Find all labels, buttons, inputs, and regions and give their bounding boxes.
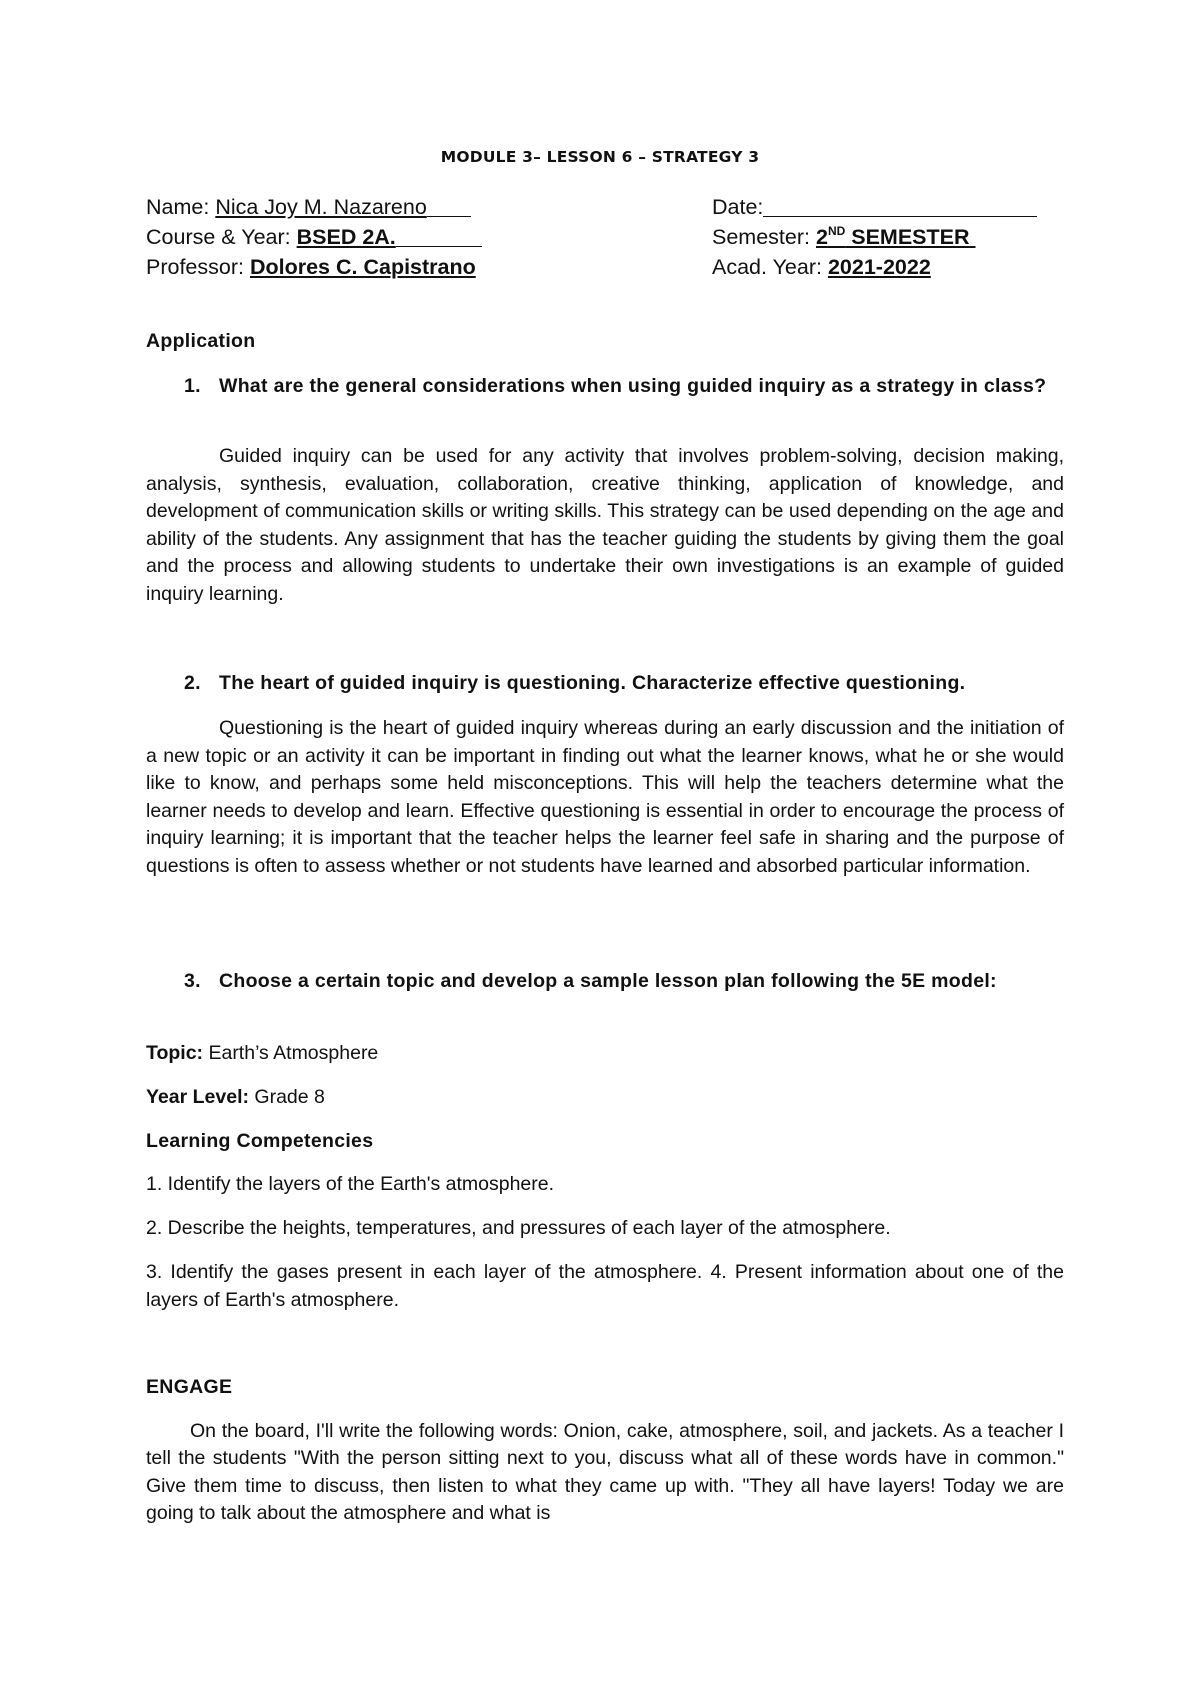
competency-item: 1. Identify the layers of the Earth's atmosphere.	[146, 1173, 555, 1195]
question-3	[146, 969, 1066, 994]
topic-line	[146, 1040, 1064, 1068]
semester-text: SEMESTER	[845, 225, 970, 249]
question-number: 1.	[184, 375, 201, 397]
semester-suffix: ND	[827, 224, 846, 238]
date-line	[712, 192, 1037, 222]
competencies-heading: Learning Competencies	[146, 1130, 374, 1152]
semester-label: Semester:	[712, 225, 810, 249]
engage-heading: ENGAGE	[146, 1376, 233, 1398]
date-blank	[763, 195, 1037, 217]
engage-paragraph: On the board, I'll write the following words: Onion, cake, atmosphere, soil, and jackets. As a teacher I tell the students "With the person sitting next to you, discuss what all of these words have in common." Give them time to discuss, then listen to what they came up with. "They all have layers! Today we are going to talk about the atmosphere and what is	[146, 1420, 1064, 1525]
year-level-line	[146, 1084, 1064, 1112]
acad-year-label: Acad. Year:	[712, 255, 822, 279]
course-underline-fill	[396, 225, 482, 247]
question-text: Choose a certain topic and develop a sample lesson plan following the 5E model:	[219, 970, 997, 992]
question-2	[146, 671, 1066, 696]
question-number: 2.	[184, 672, 201, 694]
answer-1: Guided inquiry can be used for any activity that involves problem-solving, decision making, analysis, synthesis, evaluation, collaboration, creative thinking, application of knowledge, and development of communication skills or writing skills. This strategy can be used depending on the age and ability of the students. Any assignment that has the teacher guiding the students by giving them the goal and the process and allowing students to undertake their own investigations is an example of guided inquiry learning.	[146, 445, 1064, 605]
course-value: BSED 2A.	[296, 225, 396, 249]
name-label: Name:	[146, 195, 210, 219]
question-text: The heart of guided inquiry is questioning. Characterize effective questioning.	[219, 672, 966, 694]
course-label: Course & Year:	[146, 225, 291, 249]
section-heading-application: Application	[146, 330, 256, 352]
semester-line	[712, 222, 976, 252]
question-number: 3.	[184, 970, 201, 992]
acad-year-line	[712, 252, 931, 282]
module-title: MODULE 3– LESSON 6 – STRATEGY 3	[440, 148, 760, 166]
course-line	[146, 222, 482, 252]
question-1	[146, 374, 1066, 399]
question-text: What are the general considerations when using guided inquiry as a strategy in class?	[219, 375, 1047, 397]
semester-value	[816, 225, 976, 249]
name-value: Nica Joy M. Nazareno	[215, 195, 427, 219]
answer-2: Questioning is the heart of guided inquiry whereas during an early discussion and the initiation of a new topic or an activity it can be important in finding out what the learner knows, what he or she would like to know, and perhaps some held misconceptions. This will help the teachers determine what the learner needs to develop and learn. Effective questioning is essential in order to encourage the process of inquiry learning; it is important that the teacher helps the learner feel safe in sharing and the purpose of questions is often to assess whether or not students have learned and absorbed particular information.	[146, 717, 1064, 877]
name-underline-fill	[427, 195, 471, 217]
topic-label: Topic:	[146, 1042, 204, 1064]
year-level-value: Grade 8	[248, 1086, 325, 1108]
date-label: Date:	[712, 195, 764, 219]
professor-label: Professor:	[146, 255, 244, 279]
acad-year-value: 2021-2022	[827, 255, 931, 279]
semester-number: 2	[815, 225, 828, 249]
professor-line	[146, 252, 476, 282]
competency-item: 2. Describe the heights, temperatures, and pressures of each layer of the atmosphere.	[146, 1217, 891, 1239]
topic-value: Earth’s Atmosphere	[203, 1042, 379, 1064]
year-level-label: Year Level:	[146, 1086, 249, 1108]
competency-item: 3. Identify the gases present in each layer of the atmosphere. 4. Present information about one of the layers of Earth's atmosphere.	[146, 1261, 1064, 1311]
professor-value: Dolores C. Capistrano	[249, 255, 476, 279]
name-line	[146, 192, 471, 222]
